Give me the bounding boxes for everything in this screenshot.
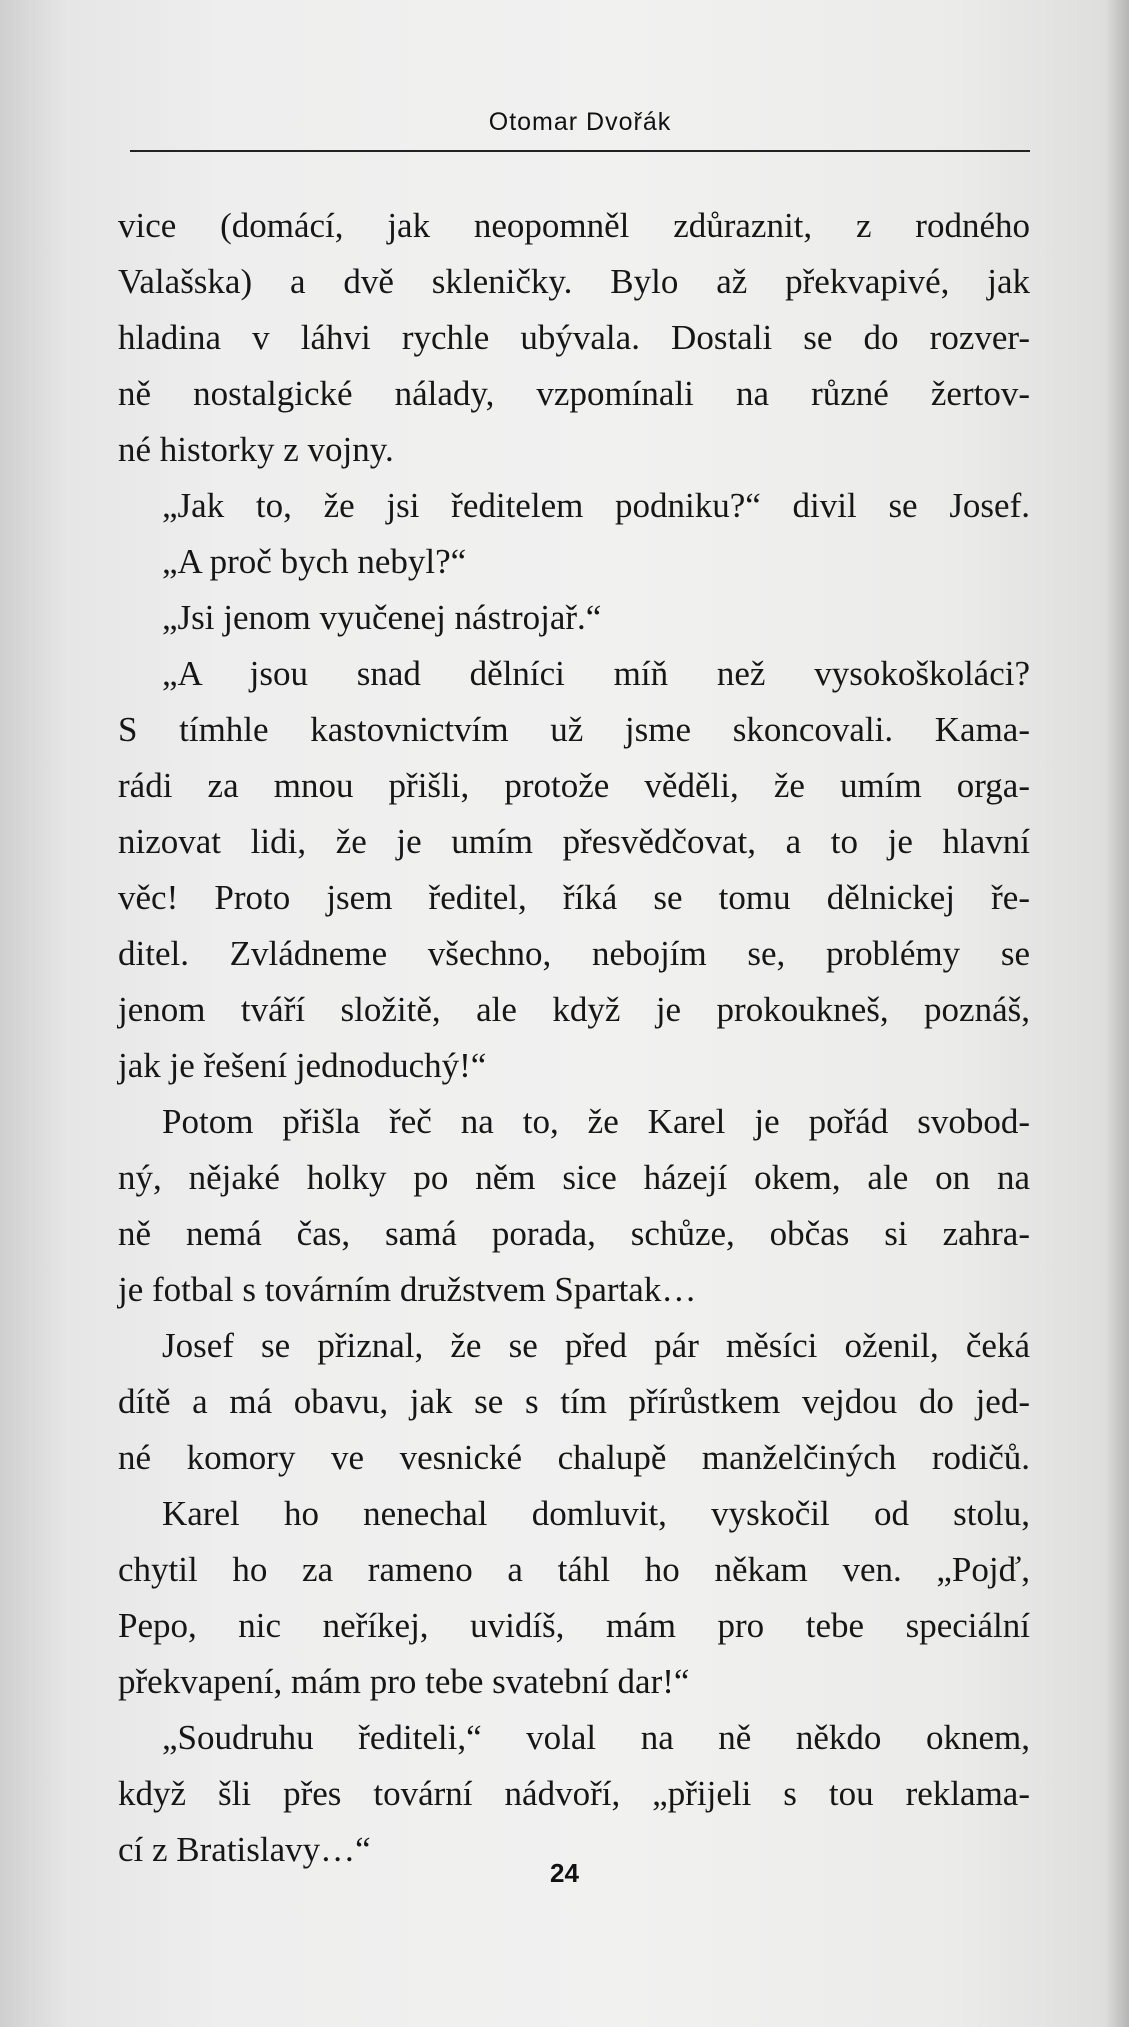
text-line: vice (domácí, jak neopomněl zdůraznit, z rodného xyxy=(118,206,1030,245)
text-line: Valašska) a dvě skleničky. Bylo až překvapivé, jak xyxy=(118,262,1030,301)
text-line: jak je řešení jednoduchý!“ xyxy=(118,1046,487,1085)
text-line: hladina v láhvi rychle ubývala. Dostali se do rozver- xyxy=(118,318,1030,357)
text-line: cí z Bratislavy…“ xyxy=(118,1830,371,1869)
text-line: „A jsou snad dělníci míň než vysokoškoláci? xyxy=(162,654,1030,693)
text-line: „A proč bych nebyl?“ xyxy=(162,542,467,581)
page-edge-shadow xyxy=(1105,0,1129,2027)
text-line: ně nostalgické nálady, vzpomínali na různé žertov- xyxy=(118,374,1030,413)
text-line: věc! Proto jsem ředitel, říká se tomu dělnickej ře- xyxy=(118,878,1030,917)
text-line: „Jsi jenom vyučenej nástrojař.“ xyxy=(162,598,602,637)
text-line: chytil ho za rameno a táhl ho někam ven. „Pojď, xyxy=(118,1550,1030,1589)
text-line: překvapení, mám pro tebe svatební dar!“ xyxy=(118,1662,690,1701)
text-line: né historky z vojny. xyxy=(118,430,394,469)
text-line: nizovat lidi, že je umím přesvědčovat, a to je hlavní xyxy=(118,822,1030,861)
text-line: Pepo, nic neříkej, uvidíš, mám pro tebe speciální xyxy=(118,1606,1030,1645)
text-line: dítě a má obavu, jak se s tím přírůstkem vejdou do jed- xyxy=(118,1382,1030,1421)
text-line: ně nemá čas, samá porada, schůze, občas si zahra- xyxy=(118,1214,1030,1253)
text-line: je fotbal s továrním družstvem Spartak… xyxy=(118,1270,697,1309)
text-line: né komory ve vesnické chalupě manželčiných rodičů. xyxy=(118,1438,1030,1477)
text-line: S tímhle kastovnictvím už jsme skoncovali. Kama- xyxy=(118,710,1030,749)
text-line: Potom přišla řeč na to, že Karel je pořád svobod- xyxy=(162,1102,1030,1141)
text-line: Josef se přiznal, že se před pár měsíci oženil, čeká xyxy=(162,1326,1030,1365)
page-number: 24 xyxy=(550,1858,579,1888)
text-line: když šli přes tovární nádvoří, „přijeli s tou reklama- xyxy=(118,1774,1030,1813)
body-text xyxy=(118,198,1030,1878)
text-line: Karel ho nenechal domluvit, vyskočil od stolu, xyxy=(162,1494,1030,1533)
text-line: jenom tváří složitě, ale když je prokoukneš, poznáš, xyxy=(118,990,1030,1029)
text-line: rádi za mnou přišli, protože věděli, že umím orga- xyxy=(118,766,1030,805)
header-rule xyxy=(130,150,1030,152)
text-line: „Soudruhu řediteli,“ volal na ně někdo oknem, xyxy=(162,1718,1030,1757)
text-line: ný, nějaké holky po něm sice házejí okem, ale on na xyxy=(118,1158,1030,1197)
text-line: „Jak to, že jsi ředitelem podniku?“ divil se Josef. xyxy=(162,486,1030,525)
running-head: Otomar Dvořák xyxy=(488,108,672,136)
text-line: ditel. Zvládneme všechno, nebojím se, problémy se xyxy=(118,934,1030,973)
